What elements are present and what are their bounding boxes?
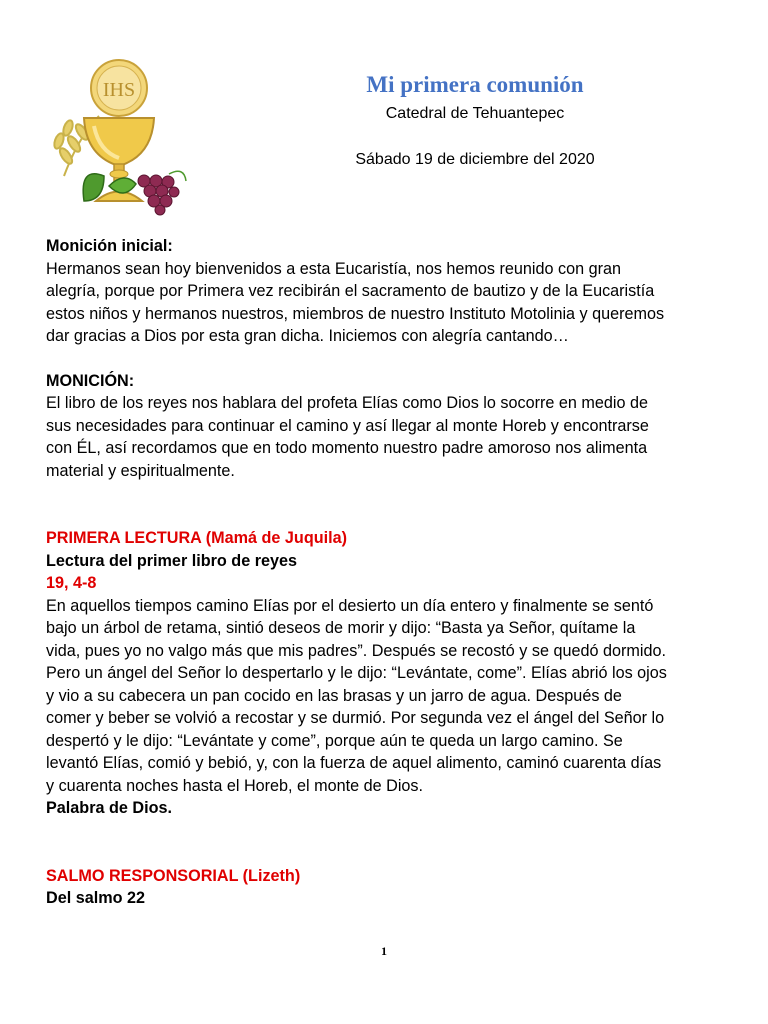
section-primera-lectura xyxy=(46,527,726,820)
reading-title: Lectura del primer libro de reyes xyxy=(46,551,298,570)
section-heading: PRIMERA LECTURA (Mamá de Juquila) xyxy=(46,529,347,547)
paragraph-line: despertó y le dijo: “Levántate y come”, porque aún te queda un largo camino. Se xyxy=(46,731,623,750)
paragraph-line: comer y beber se volvió a recostar y se durmió. Por segunda vez el ángel del Señor lo xyxy=(46,709,665,727)
paragraph-line: Hermanos sean hoy bienvenidos a esta Eucaristía, nos hemos reunido con gran xyxy=(46,259,621,278)
section-heading: SALMO RESPONSORIAL (Lizeth) xyxy=(46,866,301,885)
paragraph-line: con ÉL, así recordamos que en todo momento nuestro padre amoroso nos alimenta xyxy=(46,439,648,457)
header xyxy=(300,70,650,170)
page-number: 1 xyxy=(381,944,387,958)
paragraph-line: El libro de los reyes nos hablara del profeta Elías como Dios lo socorre en medio de xyxy=(46,394,648,412)
paragraph-line: estos niños y hermanos nuestros, miembros de nuestro Instituto Motolinia y queremos xyxy=(46,304,665,323)
paragraph-line: vida, pues yo no valgo más que mis padres”. Después se recostó y se quedó dormido. xyxy=(46,641,666,660)
paragraph-line: alegría, porque por Primera vez recibirán el sacramento de bautizo y de la Eucaristía xyxy=(46,282,655,300)
page-subtitle: Catedral de Tehuantepec xyxy=(385,105,565,122)
section-salmo xyxy=(46,865,726,910)
logo-text: IHS xyxy=(102,79,136,101)
paragraph-line: En aquellos tiempos camino Elías por el desierto un día entero y finalmente se sentó xyxy=(46,596,654,615)
section-monicion-inicial xyxy=(46,235,726,348)
paragraph-line: Pero un ángel del Señor lo despertarlo y le dijo: “Levántate, come”. Elías abrió los ojos xyxy=(46,664,667,682)
paragraph-line: y vio a su cabecera un pan cocido en las brasas y un jarro de agua. Después de xyxy=(46,686,622,705)
paragraph-line: y cuarenta noches hasta el Horeb, el monte de Dios. xyxy=(46,776,424,795)
event-date: Sábado 19 de diciembre del 2020 xyxy=(355,151,595,168)
section-monicion xyxy=(46,370,726,483)
document-body xyxy=(46,235,726,910)
paragraph-line: sus necesidades para continuar el camino y así llegar al monte Horeb y encontrarse xyxy=(46,416,649,435)
paragraph-line: material y espiritualmente. xyxy=(46,461,235,480)
paragraph-line: bajo un árbol de retama, sintió deseos de morir y dijo: “Basta ya Señor, quítame la xyxy=(46,619,636,637)
section-heading: MONICIÓN: xyxy=(46,371,135,390)
section-heading: Monición inicial: xyxy=(46,237,173,255)
psalm-title: Del salmo 22 xyxy=(46,889,145,907)
paragraph-line: levantó Elías, comió y bebió, y, con la fuerza de aquel alimento, caminó cuarenta días xyxy=(46,754,662,772)
reading-closing: Palabra de Dios. xyxy=(46,799,172,817)
paragraph-line: dar gracias a Dios por esta gran dicha. Iniciemos con alegría cantando… xyxy=(46,327,569,345)
page-title: Mi primera comunión xyxy=(366,72,584,97)
reading-citation: 19, 4-8 xyxy=(46,574,97,592)
chalice-host-icon xyxy=(44,56,194,216)
